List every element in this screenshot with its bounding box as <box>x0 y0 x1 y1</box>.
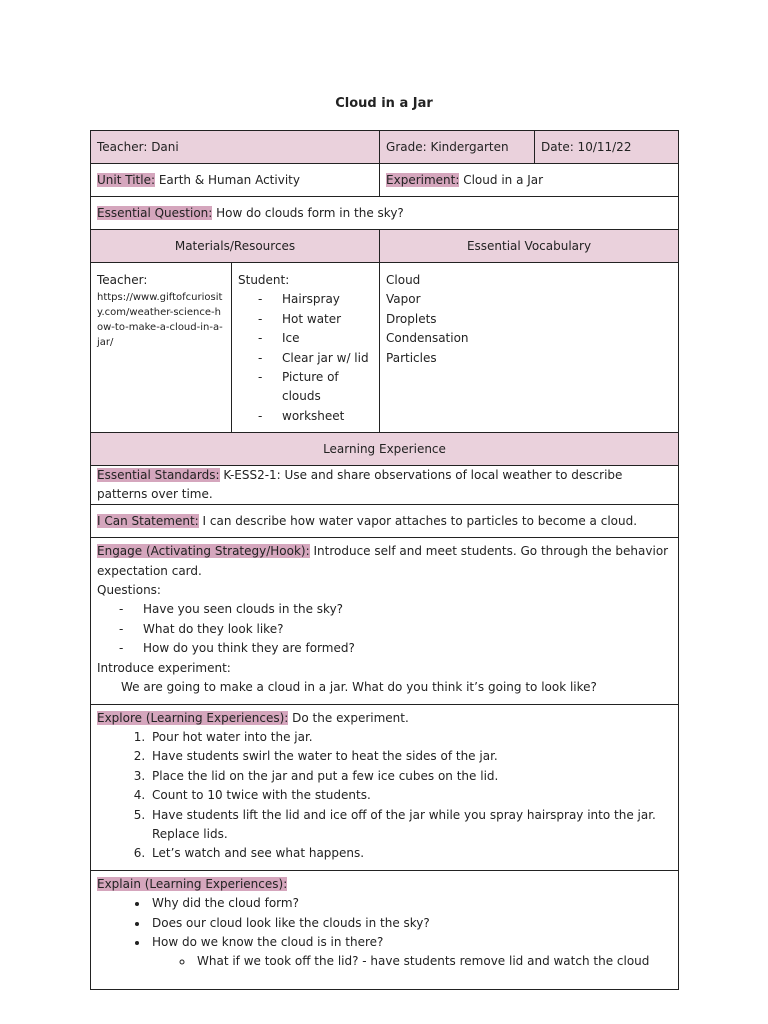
list-item: 4. Count to 10 twice with the students. <box>149 786 672 805</box>
essential-question-label: Essential Question: <box>97 205 213 220</box>
introduce-label: Introduce experiment: <box>97 660 231 675</box>
teacher-resource-link[interactable]: https://www.giftofcuriosity.com/weather-science-how-to-make-a-cloud-in-a-jar/ <box>97 292 223 349</box>
list-item: - Clear jar w/ lid <box>258 349 373 368</box>
explore-label: Explore (Learning Experiences): <box>97 710 289 725</box>
list-item: ◦ What if we took off the lid? - have students remove lid and watch the cloud <box>194 952 672 971</box>
vocabulary-item: Droplets <box>386 311 437 326</box>
list-item: - Hairspray <box>258 290 373 309</box>
list-item: • Why did the cloud form? <box>149 894 672 913</box>
vocabulary-item: Vapor <box>386 292 421 307</box>
list-item: - Hot water <box>258 310 373 329</box>
list-item: - Ice <box>258 329 373 348</box>
list-item: 3. Place the lid on the jar and put a few ice cubes on the lid. <box>149 767 672 786</box>
experiment-label: Experiment: <box>386 172 460 187</box>
learning-experience-heading: Learning Experience <box>91 433 679 466</box>
standards-value: K-ESS2-1: Use and share observations of local weather to describe patterns over time. <box>97 468 623 502</box>
student-materials-label: Student: <box>238 273 290 287</box>
questions-label: Questions: <box>97 583 161 598</box>
explain-cell <box>91 870 679 989</box>
vocabulary-item: Condensation <box>386 331 469 346</box>
lesson-plan-table <box>90 130 679 990</box>
experiment-cell <box>380 164 679 197</box>
unit-title-label: Unit Title: <box>97 172 156 187</box>
list-item: 5. Have students lift the lid and ice off of the jar while you spray hairspray into the jar. Replace lids. <box>149 806 672 845</box>
grade-cell: Grade: Kindergarten <box>380 131 535 164</box>
explore-value: Do the experiment. <box>288 710 409 725</box>
student-materials-list <box>238 290 373 426</box>
standards-label: Essential Standards: <box>97 468 220 483</box>
list-item: 2. Have students swirl the water to heat the sides of the jar. <box>149 747 672 766</box>
essential-question-value: How do clouds form in the sky? <box>212 205 404 220</box>
list-item <box>149 933 672 972</box>
teacher-resources-cell <box>91 263 232 433</box>
vocabulary-item: Cloud <box>386 273 421 287</box>
essential-question-cell <box>91 197 679 230</box>
vocabulary-item: Particles <box>386 350 437 365</box>
engage-label: Engage (Activating Strategy/Hook): <box>97 544 310 559</box>
list-item: 6. Let’s watch and see what happens. <box>149 844 672 863</box>
list-item: 1. Pour hot water into the jar. <box>149 728 672 747</box>
list-item: - How do you think they are formed? <box>119 639 672 658</box>
standards-cell <box>91 466 679 505</box>
unit-title-cell <box>91 164 380 197</box>
vocabulary-heading: Essential Vocabulary <box>380 230 679 263</box>
experiment-value: Cloud in a Jar <box>459 172 544 187</box>
explore-line <box>97 709 672 728</box>
date-cell: Date: 10/11/22 <box>535 131 679 164</box>
document-title: Cloud in a Jar <box>335 96 433 111</box>
list-item: - Picture of clouds <box>258 368 373 407</box>
vocabulary-cell <box>380 263 679 433</box>
i-can-statement-cell <box>91 505 679 538</box>
teacher-cell: Teacher: Dani <box>91 131 380 164</box>
student-materials-cell <box>232 263 380 433</box>
unit-title-value: Earth & Human Activity <box>155 172 300 187</box>
i-can-label: I Can Statement: <box>97 513 199 528</box>
list-item: - What do they look like? <box>119 620 672 639</box>
explain-line <box>97 875 672 894</box>
engage-cell <box>91 538 679 704</box>
engage-line <box>97 542 672 581</box>
list-item: - Have you seen clouds in the sky? <box>119 600 672 619</box>
explain-sublist <box>152 952 672 971</box>
introduce-text: We are going to make a cloud in a jar. What do you think it’s going to look like? <box>121 680 597 695</box>
explain-label: Explain (Learning Experiences): <box>97 876 288 891</box>
teacher-resources-label: Teacher: <box>97 273 148 287</box>
list-item: • Does our cloud look like the clouds in the sky? <box>149 914 672 933</box>
explain-list <box>97 894 672 972</box>
list-item-text: How do we know the cloud is in there? <box>152 934 384 949</box>
engage-value: Introduce self and meet students. Go through the behavior expectation card. <box>97 544 669 578</box>
list-item: - worksheet <box>258 407 373 426</box>
explore-cell <box>91 704 679 870</box>
questions-list <box>97 600 672 658</box>
materials-heading: Materials/Resources <box>91 230 380 263</box>
explore-steps-list <box>97 728 672 864</box>
i-can-value: I can describe how water vapor attaches to particles to become a cloud. <box>198 513 638 528</box>
